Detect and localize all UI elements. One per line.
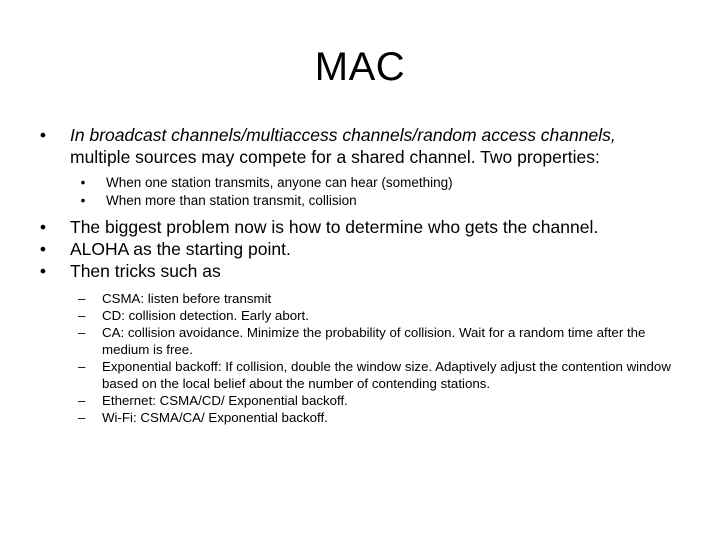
bullet-text: Then tricks such as (70, 261, 221, 281)
trick-text: CSMA: listen before transmit (102, 291, 272, 306)
trick-ca (36, 324, 676, 358)
dash-marker: – (78, 410, 86, 425)
dash-marker: – (78, 291, 86, 306)
broadcast-italic-text: In broadcast channels/multiaccess channels/random access channels, (70, 125, 616, 145)
bullet-text: The biggest problem now is how to determine who gets the channel. (70, 217, 599, 237)
trick-wifi (36, 409, 676, 426)
dash-marker: – (78, 325, 86, 340)
trick-text: CA: collision avoidance. Minimize the probability of collision. Wait for a random time after the medium is free. (102, 325, 646, 357)
bullet-marker: • (80, 193, 86, 208)
dash-marker: – (78, 359, 86, 374)
sub-bullet-text: When more than station transmit, collision (106, 193, 357, 208)
trick-exponential-backoff (36, 358, 676, 392)
trick-text: Wi-Fi: CSMA/CA/ Exponential backoff. (102, 410, 328, 425)
bullet-marker: • (39, 217, 47, 237)
sub-bullet-text: When one station transmits, anyone can hear (something) (106, 175, 453, 190)
dash-marker: – (78, 308, 86, 323)
sub-bullet-one-transmits (36, 174, 676, 192)
bullet-marker: • (80, 175, 86, 190)
trick-text: Exponential backoff: If collision, double the window size. Adaptively adjust the contention window based on the local belief about the number of contending stations. (102, 359, 671, 391)
bullet-marker: • (39, 261, 47, 281)
bullet-broadcast-channels (36, 124, 676, 168)
bullet-marker: • (39, 125, 47, 145)
slide-body (36, 124, 676, 426)
bullet-marker: • (39, 239, 47, 259)
trick-ethernet (36, 392, 676, 409)
trick-text: CD: collision detection. Early abort. (102, 308, 309, 323)
broadcast-text: multiple sources may compete for a shared channel. Two properties: (70, 147, 600, 167)
bullet-aloha (36, 238, 676, 260)
trick-text: Ethernet: CSMA/CD/ Exponential backoff. (102, 393, 348, 408)
slide-title: MAC (314, 45, 406, 89)
bullet-tricks (36, 260, 676, 282)
bullet-biggest-problem (36, 216, 676, 238)
dash-marker: – (78, 393, 86, 408)
trick-csma (36, 290, 676, 307)
sub-bullet-collision (36, 192, 676, 210)
trick-cd (36, 307, 676, 324)
bullet-text: ALOHA as the starting point. (70, 239, 291, 259)
